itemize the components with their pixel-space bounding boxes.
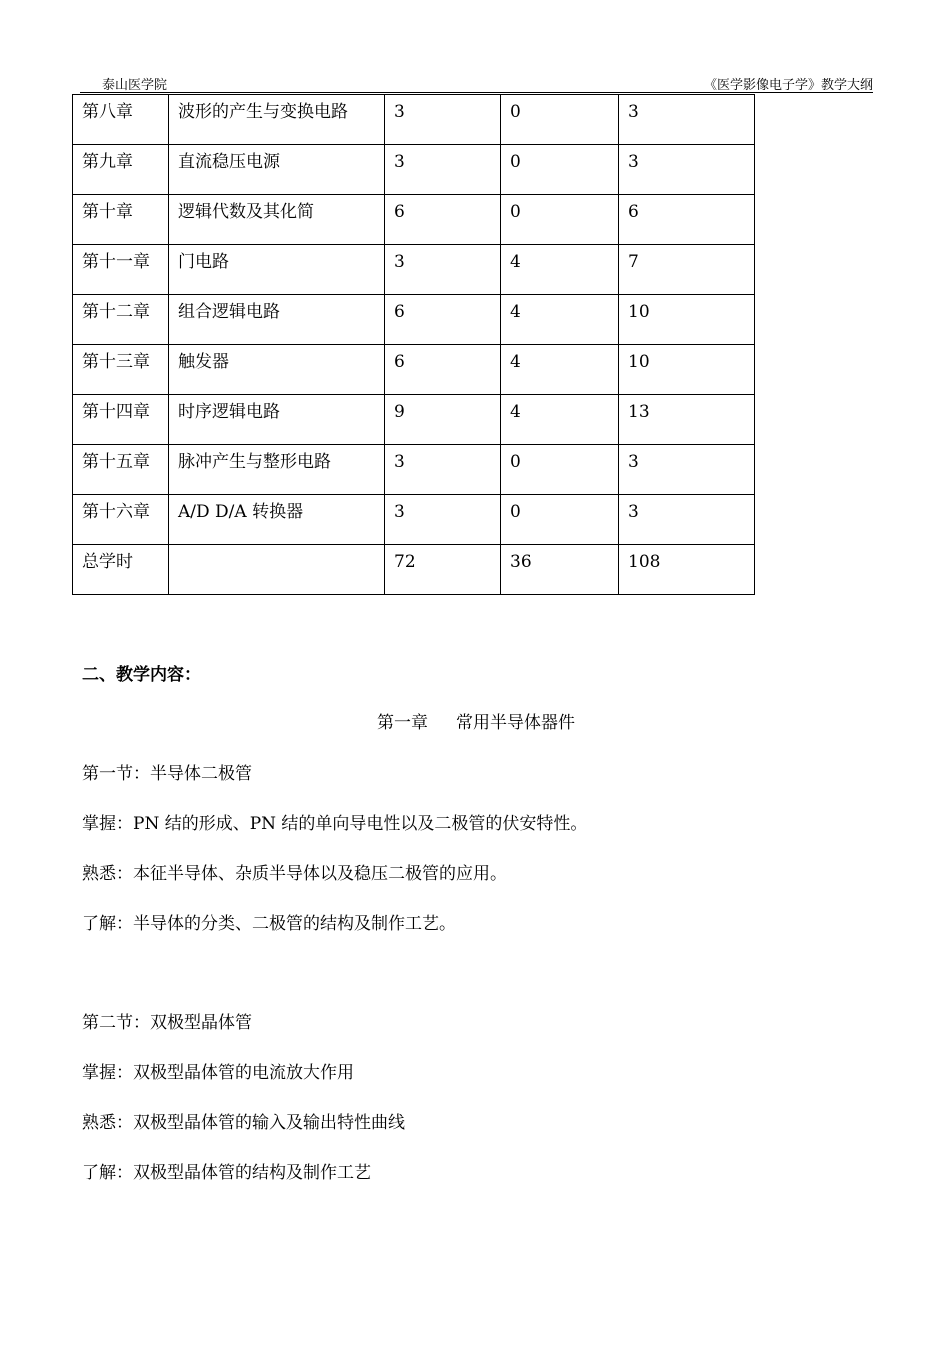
cell-total-hours: 3: [619, 495, 755, 545]
hours-table-body: [73, 95, 755, 595]
chapter-name: 常用半导体器件: [456, 713, 575, 733]
cell-lecture-hours: 3: [385, 495, 501, 545]
table-row: [73, 295, 755, 345]
cell-lab-hours: 0: [501, 95, 619, 145]
table-row: [73, 145, 755, 195]
chapter-number: 第一章: [377, 713, 428, 733]
section-2-familiar: 熟悉：双极型晶体管的输入及输出特性曲线: [82, 1113, 405, 1133]
cell-lab-hours: 36: [501, 545, 619, 595]
cell-lecture-hours: 3: [385, 145, 501, 195]
cell-chapter: 总学时: [73, 545, 169, 595]
cell-lab-hours: 0: [501, 495, 619, 545]
cell-topic: 触发器: [169, 345, 385, 395]
section-1-familiar: 熟悉：本征半导体、杂质半导体以及稳压二极管的应用。: [82, 864, 507, 884]
cell-lab-hours: 0: [501, 195, 619, 245]
cell-total-hours: 108: [619, 545, 755, 595]
cell-chapter: 第十二章: [73, 295, 169, 345]
cell-lecture-hours: 6: [385, 295, 501, 345]
cell-chapter: 第十六章: [73, 495, 169, 545]
section-2-master: 掌握：双极型晶体管的电流放大作用: [82, 1063, 354, 1083]
hours-table: [72, 94, 755, 595]
cell-topic: 门电路: [169, 245, 385, 295]
cell-topic: A/D D/A 转换器: [169, 495, 385, 545]
cell-topic: [169, 545, 385, 595]
section-title: 二、教学内容：: [82, 665, 201, 685]
cell-topic: 组合逻辑电路: [169, 295, 385, 345]
table-row: [73, 245, 755, 295]
section-2-title: 第二节：双极型晶体管: [82, 1013, 252, 1033]
section-1-understand: 了解：半导体的分类、二极管的结构及制作工艺。: [82, 914, 456, 934]
page-header: [80, 72, 873, 93]
cell-chapter: 第十五章: [73, 445, 169, 495]
table-row: [73, 495, 755, 545]
table-row: [73, 95, 755, 145]
cell-chapter: 第八章: [73, 95, 169, 145]
header-institution: 泰山医学院: [102, 78, 168, 93]
cell-total-hours: 3: [619, 145, 755, 195]
cell-total-hours: 7: [619, 245, 755, 295]
cell-total-hours: 10: [619, 295, 755, 345]
cell-topic: 直流稳压电源: [169, 145, 385, 195]
cell-total-hours: 10: [619, 345, 755, 395]
cell-lecture-hours: 6: [385, 345, 501, 395]
table-row: [73, 545, 755, 595]
cell-lab-hours: 0: [501, 145, 619, 195]
cell-topic: 时序逻辑电路: [169, 395, 385, 445]
cell-chapter: 第十三章: [73, 345, 169, 395]
table-row: [73, 395, 755, 445]
cell-total-hours: 3: [619, 445, 755, 495]
cell-lab-hours: 4: [501, 295, 619, 345]
cell-lab-hours: 4: [501, 395, 619, 445]
cell-lecture-hours: 3: [385, 245, 501, 295]
cell-chapter: 第十章: [73, 195, 169, 245]
cell-lecture-hours: 3: [385, 95, 501, 145]
table-row: [73, 195, 755, 245]
cell-lab-hours: 4: [501, 245, 619, 295]
cell-lecture-hours: 3: [385, 445, 501, 495]
cell-total-hours: 13: [619, 395, 755, 445]
section-1-title: 第一节：半导体二极管: [82, 764, 252, 784]
chapter-heading: [0, 708, 952, 733]
header-document-title: 《医学影像电子学》教学大纲: [703, 78, 873, 93]
cell-chapter: 第十四章: [73, 395, 169, 445]
cell-topic: 脉冲产生与整形电路: [169, 445, 385, 495]
table-row: [73, 345, 755, 395]
cell-lab-hours: 0: [501, 445, 619, 495]
table-row: [73, 445, 755, 495]
cell-chapter: 第九章: [73, 145, 169, 195]
cell-total-hours: 3: [619, 95, 755, 145]
cell-lab-hours: 4: [501, 345, 619, 395]
cell-topic: 逻辑代数及其化简: [169, 195, 385, 245]
cell-chapter: 第十一章: [73, 245, 169, 295]
cell-lecture-hours: 6: [385, 195, 501, 245]
section-1-master: 掌握：PN 结的形成、PN 结的单向导电性以及二极管的伏安特性。: [82, 814, 588, 834]
cell-lecture-hours: 9: [385, 395, 501, 445]
cell-total-hours: 6: [619, 195, 755, 245]
cell-topic: 波形的产生与变换电路: [169, 95, 385, 145]
cell-lecture-hours: 72: [385, 545, 501, 595]
section-2-understand: 了解：双极型晶体管的结构及制作工艺: [82, 1163, 371, 1183]
